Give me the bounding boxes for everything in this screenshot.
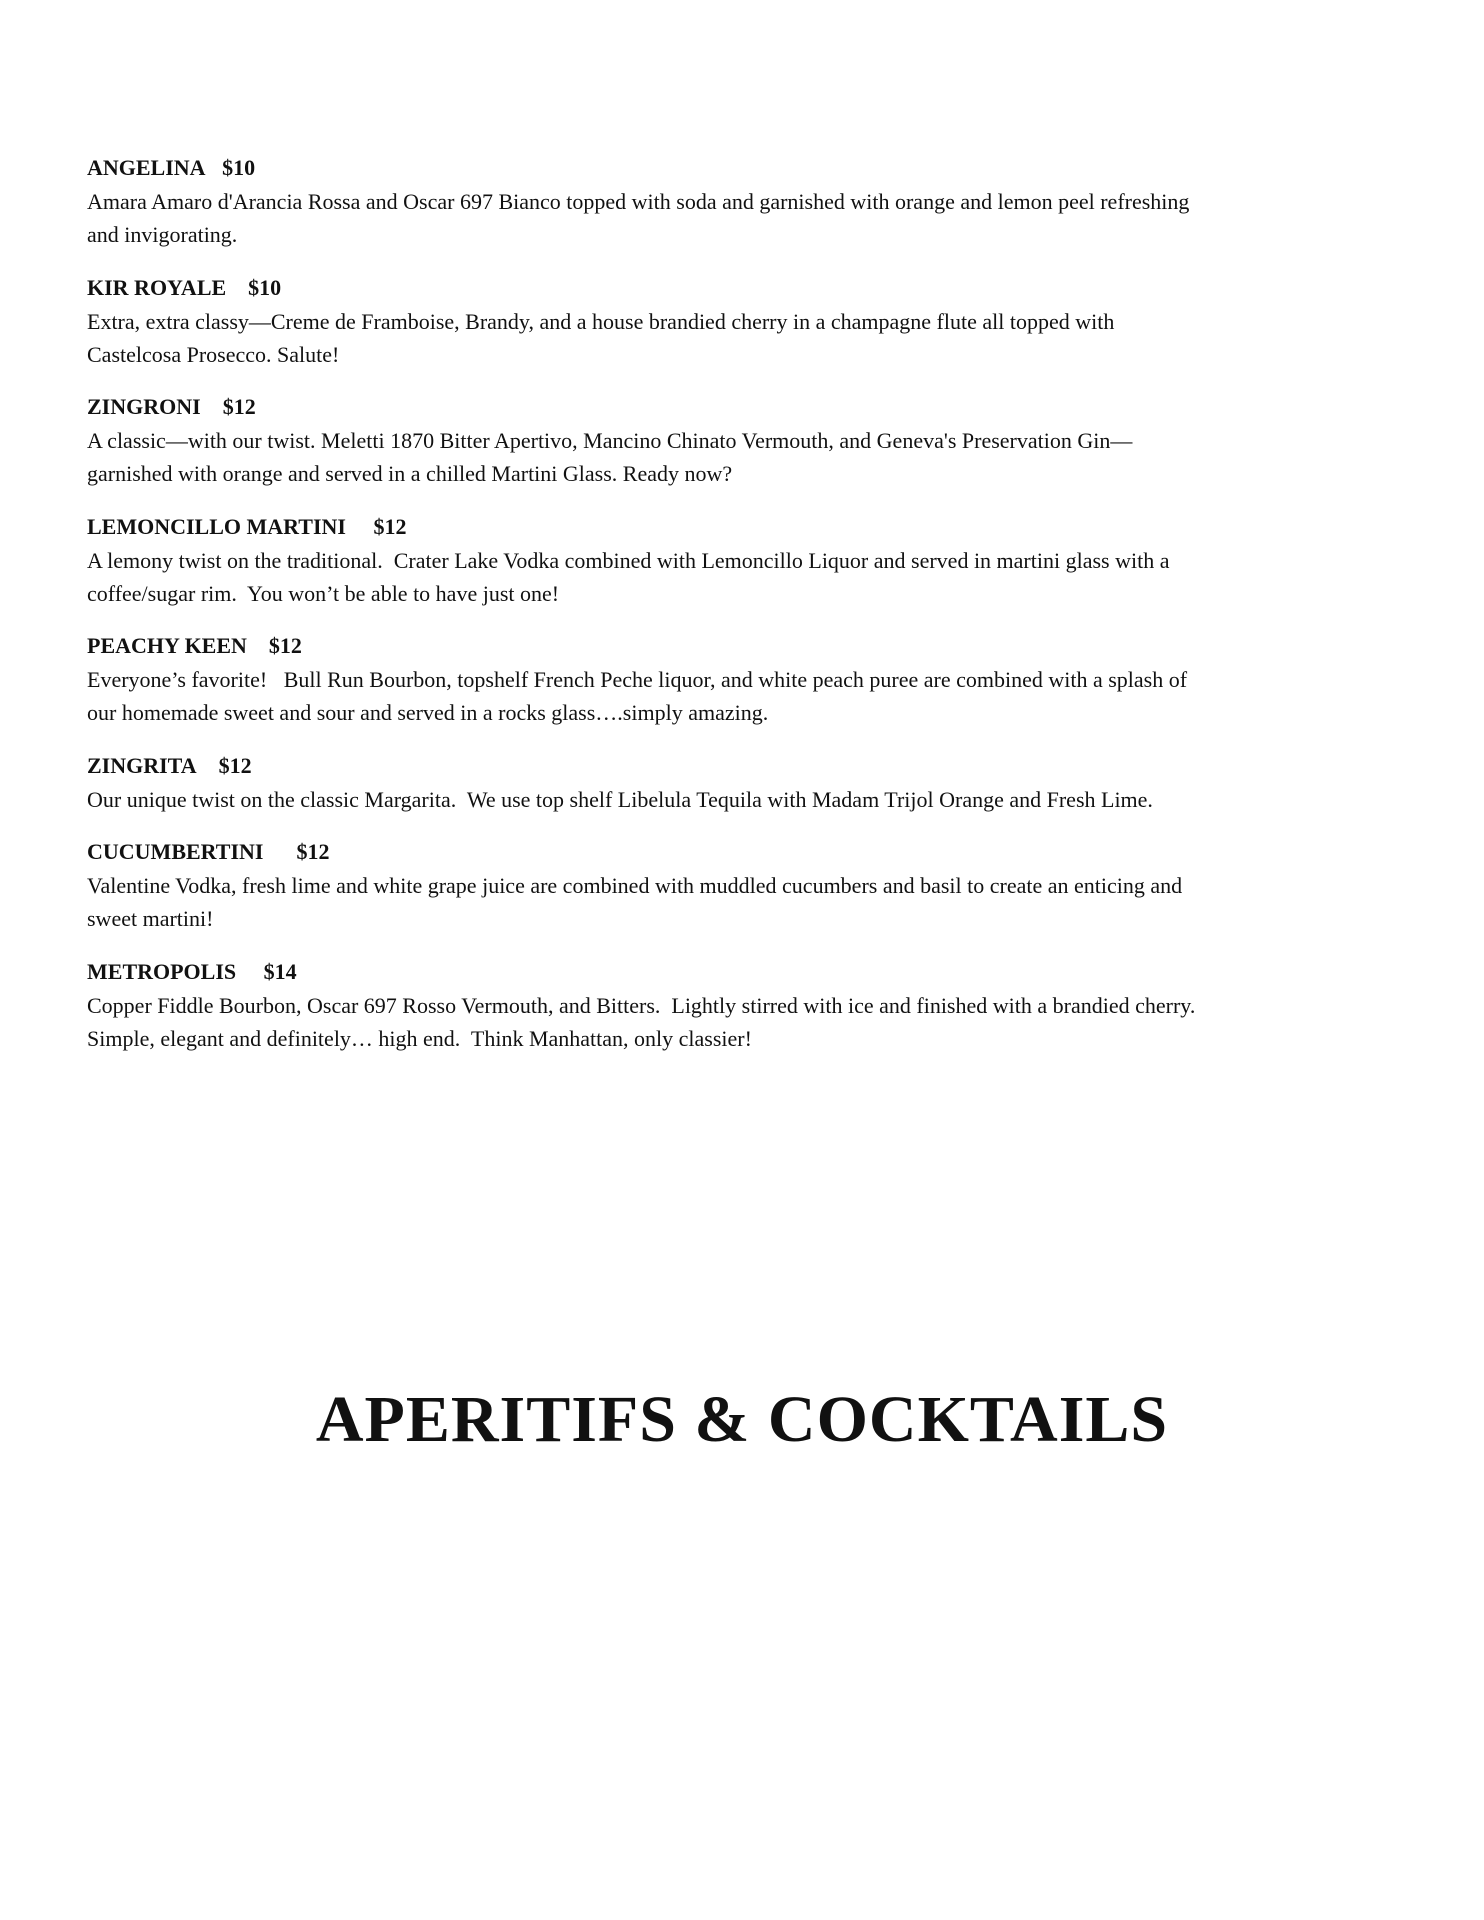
cocktail-menu-list [87, 155, 1417, 1078]
item-description-line: and invigorating. [87, 222, 238, 247]
item-price: $12 [373, 513, 407, 539]
item-description-line: Everyone’s favorite! Bull Run Bourbon, topshelf French Peche liquor, and white peach puree are combined with a splash of [87, 667, 1188, 692]
item-description [87, 989, 1417, 1055]
item-description-line: sweet martini! [87, 906, 214, 931]
item-price: $14 [263, 958, 297, 984]
item-price: $12 [296, 839, 330, 864]
menu-item-zingroni [87, 394, 1417, 490]
item-heading [87, 394, 1417, 420]
item-name: METROPOLIS [87, 958, 237, 984]
item-description-line: garnished with orange and served in a chilled Martini Glass. Ready now? [87, 461, 733, 486]
item-name: ZINGRONI [87, 394, 201, 419]
item-description [87, 544, 1417, 610]
item-description-line: Valentine Vodka, fresh lime and white grape juice are combined with muddled cucumbers and basil to create an enticing and [87, 873, 1183, 898]
item-heading [87, 959, 1417, 985]
menu-item-cucumbertini [87, 839, 1417, 935]
item-description [87, 663, 1417, 729]
item-description-line: Copper Fiddle Bourbon, Oscar 697 Rosso Vermouth, and Bitters. Lightly stirred with ice and finished with a brandied cherry. [87, 992, 1196, 1018]
item-description [87, 305, 1417, 371]
item-heading [87, 753, 1417, 779]
item-description [87, 424, 1417, 490]
item-heading [87, 155, 1417, 181]
item-heading [87, 275, 1417, 301]
item-price: $10 [248, 274, 282, 300]
item-description-line: Amara Amaro d'Arancia Rossa and Oscar 697 Bianco topped with soda and garnished with orange and lemon peel refreshing [87, 189, 1190, 214]
menu-item-peachy-keen [87, 633, 1417, 729]
item-description [87, 185, 1417, 251]
item-description [87, 869, 1417, 935]
menu-item-angelina [87, 155, 1417, 251]
menu-item-metropolis [87, 959, 1417, 1055]
item-description-line: A classic—with our twist. Meletti 1870 Bitter Apertivo, Mancino Chinato Vermouth, and Geneva's Preservation Gin— [87, 428, 1133, 453]
item-description-line: A lemony twist on the traditional. Crater Lake Vodka combined with Lemoncillo Liquor and served in martini glass with a [87, 547, 1170, 573]
item-description-line: Castelcosa Prosecco. Salute! [87, 341, 340, 367]
menu-item-kir-royale [87, 275, 1417, 371]
menu-item-lemoncillo-martini [87, 514, 1417, 610]
item-name: LEMONCILLO MARTINI [87, 513, 346, 539]
item-name: CUCUMBERTINI [87, 839, 264, 864]
item-price: $12 [268, 633, 302, 658]
item-description-line: our homemade sweet and sour and served in a rocks glass….simply amazing. [87, 700, 769, 725]
item-price: $12 [218, 752, 252, 778]
item-description-line: Extra, extra classy—Creme de Framboise, Brandy, and a house brandied cherry in a champagne flute all topped with [87, 308, 1115, 334]
item-description-line: Our unique twist on the classic Margarita. We use top shelf Libelula Tequila with Madam Trijol Orange and Fresh Lime. [87, 786, 1153, 812]
item-name: PEACHY KEEN [87, 633, 247, 658]
item-description [87, 783, 1417, 816]
item-name: KIR ROYALE [87, 274, 227, 300]
item-heading [87, 633, 1417, 659]
item-price: $12 [222, 394, 256, 419]
item-heading [87, 839, 1417, 865]
item-name: ZINGRITA [87, 752, 197, 778]
menu-item-zingrita [87, 753, 1417, 816]
item-heading [87, 514, 1417, 540]
item-description-line: coffee/sugar rim. You won’t be able to have just one! [87, 580, 560, 606]
section-title: APERITIFS & COCKTAILS [315, 1383, 1169, 1456]
item-price: $10 [222, 155, 256, 180]
item-description-line: Simple, elegant and definitely… high end. Think Manhattan, only classier! [87, 1025, 752, 1051]
item-name: ANGELINA [87, 155, 206, 180]
